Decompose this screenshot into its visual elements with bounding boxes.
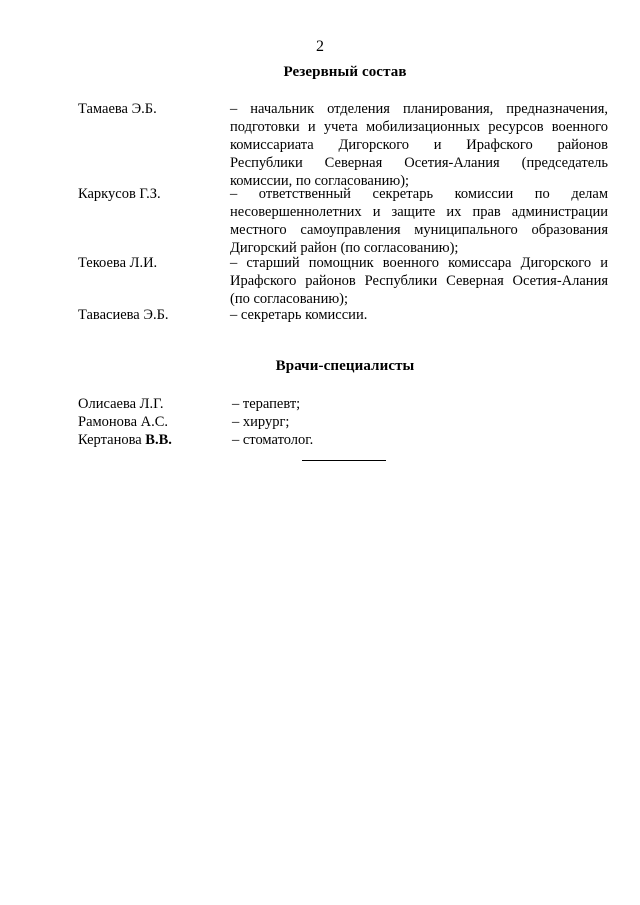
member-role: [230, 254, 608, 308]
member-role: [230, 100, 608, 190]
doctor-entry: [78, 431, 478, 449]
doctor-specialty: – стоматолог.: [232, 432, 314, 448]
member-role: [230, 185, 608, 257]
role-line: – начальник отделения планирования, предназначения,: [230, 101, 608, 117]
member-role: [230, 306, 608, 324]
doctors-section-heading: Врачи-специалисты: [275, 358, 415, 374]
role-line: Ирафского районов Республики Северная Осетия-Алания: [230, 273, 608, 289]
role-line: Республики Северная Осетия-Алания (председатель: [230, 155, 608, 171]
doctor-specialty: – терапевт;: [232, 396, 301, 412]
end-rule: [302, 460, 386, 461]
member-name: Тавасиева Э.Б.: [78, 307, 169, 323]
role-line: – старший помощник военного комиссара Дигорского и: [230, 255, 608, 271]
page-number: 2: [316, 38, 324, 55]
doctor-name: Рамонова А.С.: [78, 414, 169, 430]
role-line: – ответственный секретарь комиссии по делам: [230, 186, 608, 202]
doctor-name: [78, 431, 172, 449]
role-line: комиссариата Дигорского и Ирафского районов: [230, 137, 608, 153]
member-name: Тамаева Э.Б.: [78, 101, 157, 117]
doctor-name: Олисаева Л.Г.: [78, 396, 164, 412]
member-name: Каркусов Г.З.: [78, 186, 161, 202]
doctor-specialty: – хирург;: [232, 414, 290, 430]
member-name: Текоева Л.И.: [78, 255, 158, 271]
doctor-name-initials: В.В.: [145, 432, 172, 448]
role-line: Дигорский район (по согласованию);: [230, 240, 459, 256]
doctor-entry: [78, 395, 478, 413]
doctor-entry: [78, 413, 478, 431]
reserve-section-heading: Резервный состав: [283, 64, 407, 80]
doctor-name-plain: Кертанова: [78, 432, 146, 448]
role-line: (по согласованию);: [230, 291, 349, 307]
role-line: подготовки и учета мобилизационных ресурсов военного: [230, 119, 608, 135]
role-line: комиссии, по согласованию);: [230, 173, 410, 189]
role-line: несовершеннолетних и защите их прав администрации: [230, 204, 608, 220]
role-line: – секретарь комиссии.: [230, 307, 368, 323]
role-line: местного самоуправления муниципального образования: [230, 222, 608, 238]
